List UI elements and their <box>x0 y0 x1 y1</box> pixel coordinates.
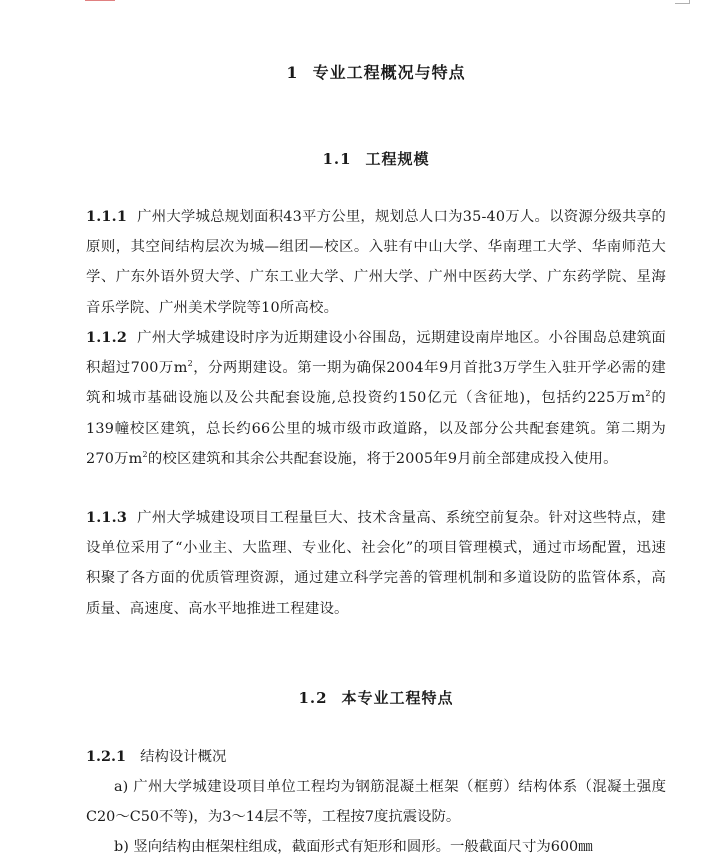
chapter-number: 1 <box>286 63 299 82</box>
item-b <box>86 832 666 862</box>
section-title: 工程规模 <box>365 150 430 168</box>
chapter-heading <box>86 60 666 83</box>
paragraph-text-part: ，分两期建设。第一期为确保2004年9月首批3万学生入驻开学必需的建筑和城市基础设施以及公共配套设施,总投资约150亿元（含征地)，包括约225万m <box>86 360 666 407</box>
paragraph-1-1-3 <box>86 503 666 624</box>
item-a <box>86 772 666 832</box>
paragraph-1-1-2 <box>86 323 666 474</box>
header-corner-mark-right <box>675 0 690 4</box>
section-number: 1.1 <box>322 150 352 168</box>
paragraph-number: 1.1.1 <box>86 208 128 225</box>
section-number: 1.2 <box>298 689 328 707</box>
item-text: b) 竖向结构由框架柱组成，截面形式有矩形和圆形。一般截面尺寸为600㎜ <box>114 839 593 855</box>
paragraph-number: 1.1.3 <box>86 509 128 526</box>
superscript: 2 <box>142 450 148 460</box>
header-corner-mark <box>85 0 115 5</box>
paragraph-1-1-1 <box>86 202 666 323</box>
paragraph-number: 1.1.2 <box>86 329 128 346</box>
subsection-number: 1.2.1 <box>86 748 127 765</box>
paragraph-text: 广州大学城建设项目工程量巨大、技术含量高、系统空前复杂。针对这些特点，建设单位采用了“小业主、大监理、专业化、社会化”的项目管理模式，通过市场配置，迅速积聚了各方面的优质管理资源，通过建立科学完善的管理机制和多道设防的监管体系，高质量、高速度、高水平地推进工程建设。 <box>86 510 666 617</box>
superscript: 2 <box>187 359 193 369</box>
section-title: 本专业工程特点 <box>341 689 454 707</box>
paragraph-text-part: 的校区建筑和其余公共配套设施，将于2005年9月前全部建成投入使用。 <box>147 450 618 467</box>
superscript: 2 <box>645 389 651 399</box>
section-heading-1-1 <box>86 148 666 169</box>
subsection-title: 结构设计概况 <box>140 749 227 765</box>
chapter-title: 专业工程概况与特点 <box>312 63 466 82</box>
item-text: a) 广州大学城建设项目单位工程均为钢筋混凝土框架（框剪）结构体系（混凝土强度C20～C50不等)，为3～14层不等，工程按7度抗震设防。 <box>86 779 666 826</box>
paragraph-text-part: 广州大学城建设时序为近期建设小谷围岛，远期建设南岸地区。小谷围岛总建筑面积超过700万m <box>86 330 666 377</box>
section-heading-1-2 <box>86 687 666 708</box>
subsection-heading-1-2-1 <box>86 742 666 772</box>
paragraph-text-part: 的139幢校区建筑，总长约66公里的城市级市政道路，以及部分公共配套建筑。第二期为270万m <box>86 390 666 467</box>
paragraph-text: 广州大学城总规划面积43平方公里，规划总人口为35-40万人。以资源分级共享的原则，其空间结构层次为城—组团—校区。入驻有中山大学、华南理工大学、华南师范大学、广东外语外贸大学、广东工业大学、广州大学、广州中医药大学、广东药学院、星海音乐学院、广州美术学院等10所高校。 <box>86 209 666 316</box>
